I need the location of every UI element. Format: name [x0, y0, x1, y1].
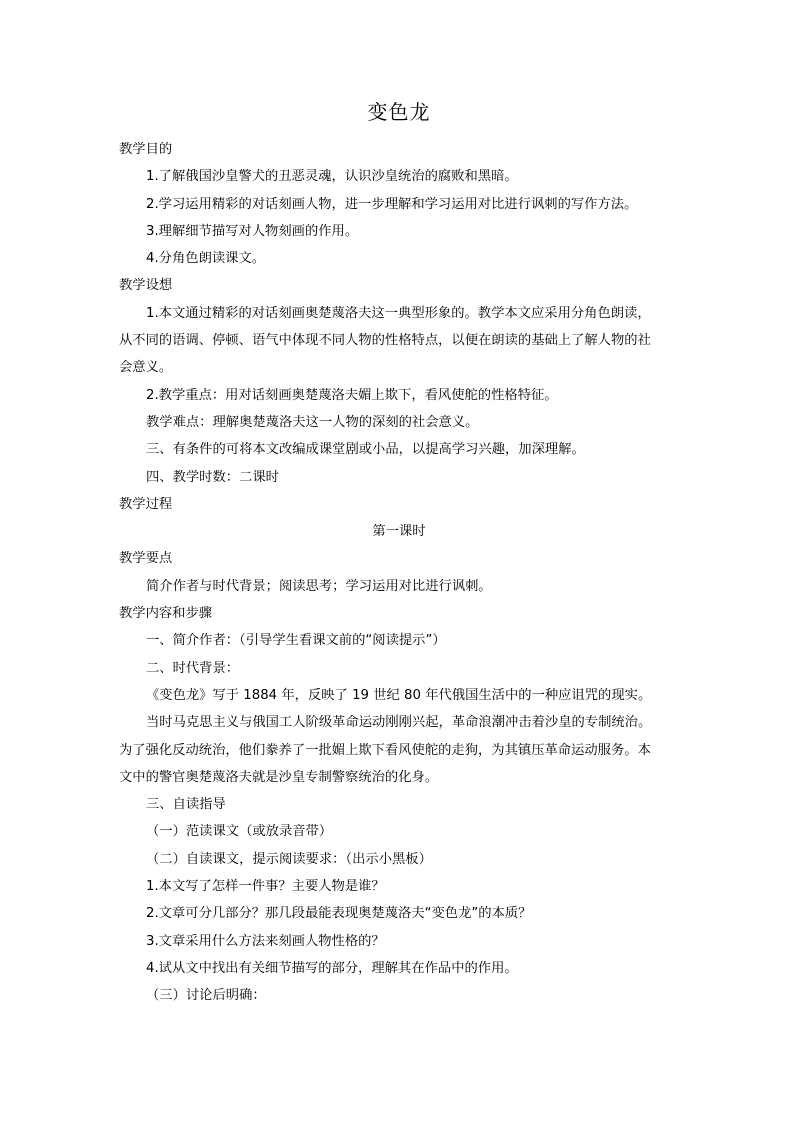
text-line: 1.本文写了怎样一件事？主要人物是谁？ — [146, 879, 385, 895]
text-line: 《变色龙》写于 1884 年，反映了 19 世纪 80 年代俄国生活中的一种应诅咒的现实。 — [146, 687, 652, 703]
text-line: 3.理解细节描写对人物刻画的作用。 — [146, 223, 359, 239]
text-line: 从不同的语调、停顿、语气中体现不同人物的性格特点，以便在朗读的基础上了解人物的社 — [119, 333, 651, 349]
text-line: 1.了解俄国沙皇警犬的丑恶灵魂，认识沙皇统治的腐败和黑暗。 — [146, 169, 518, 185]
text-line: 2.教学重点：用对话刻画奥楚蔑洛夫媚上欺下，看风使舵的性格特征。 — [146, 387, 558, 403]
text-line: 4.试从文中找出有关细节描写的部分，理解其在作品中的作用。 — [146, 960, 518, 976]
text-line: 教学难点：理解奥楚蔑洛夫这一人物的深刻的社会意义。 — [146, 414, 479, 430]
text-line: 2.文章可分几部分？那几段最能表现奥楚蔑洛夫“变色龙”的本质？ — [146, 906, 532, 922]
text-line: 1.本文通过精彩的对话刻画奥楚蔑洛夫这一典型形象的。教学本文应采用分角色朗读， — [146, 305, 651, 321]
text-line: （二）自读课文，提示阅读要求：（出示小黑板） — [146, 851, 432, 867]
text-line: 教学内容和步骤 — [119, 606, 213, 622]
text-line: 为了强化反动统治，他们豢养了一批媚上欺下看风使舵的走狗，为其镇压革命运动服务。本 — [119, 742, 651, 758]
text-line: 会意义。 — [119, 360, 173, 376]
text-line: 当时马克思主义与俄国工人阶级革命运动刚刚兴起，革命浪潮冲击着沙皇的专制统治。 — [146, 715, 652, 731]
text-line: 教学要点 — [119, 551, 173, 567]
text-line: 文中的警官奥楚蔑洛夫就是沙皇专制警察统治的化身。 — [119, 769, 439, 785]
document-title: 变色龙 — [367, 100, 431, 124]
document-text — [119, 136, 679, 1010]
text-line: （三）讨论后明确： — [146, 988, 266, 1004]
text-line: 3.文章采用什么方法来刻画人物性格的？ — [146, 933, 385, 949]
text-line: 一、简介作者：（引导学生看课文前的“阅读提示”） — [146, 633, 446, 649]
text-line: 二、时代背景： — [146, 660, 240, 676]
text-line: （一）范读课文（或放录音带） — [146, 824, 333, 840]
text-line: 2.学习运用精彩的对话刻画人物，进一步理解和学习运用对比进行讽刺的写作方法。 — [146, 196, 638, 212]
text-line: 三、自读指导 — [146, 797, 226, 813]
document-body — [119, 98, 679, 1010]
text-line: 教学目的 — [119, 142, 173, 157]
text-line: 教学设想 — [119, 278, 173, 294]
text-line: 4.分角色朗读课文。 — [146, 251, 266, 267]
text-line: 四、教学时数：二课时 — [146, 469, 279, 485]
text-line: 第一课时 — [372, 524, 426, 540]
text-line: 简介作者与时代背景；阅读思考；学习运用对比进行讽刺。 — [146, 578, 492, 594]
text-line: 教学过程 — [119, 496, 173, 512]
text-line: 三、有条件的可将本文改编成课堂剧或小品，以提高学习兴趣，加深理解。 — [146, 442, 585, 458]
